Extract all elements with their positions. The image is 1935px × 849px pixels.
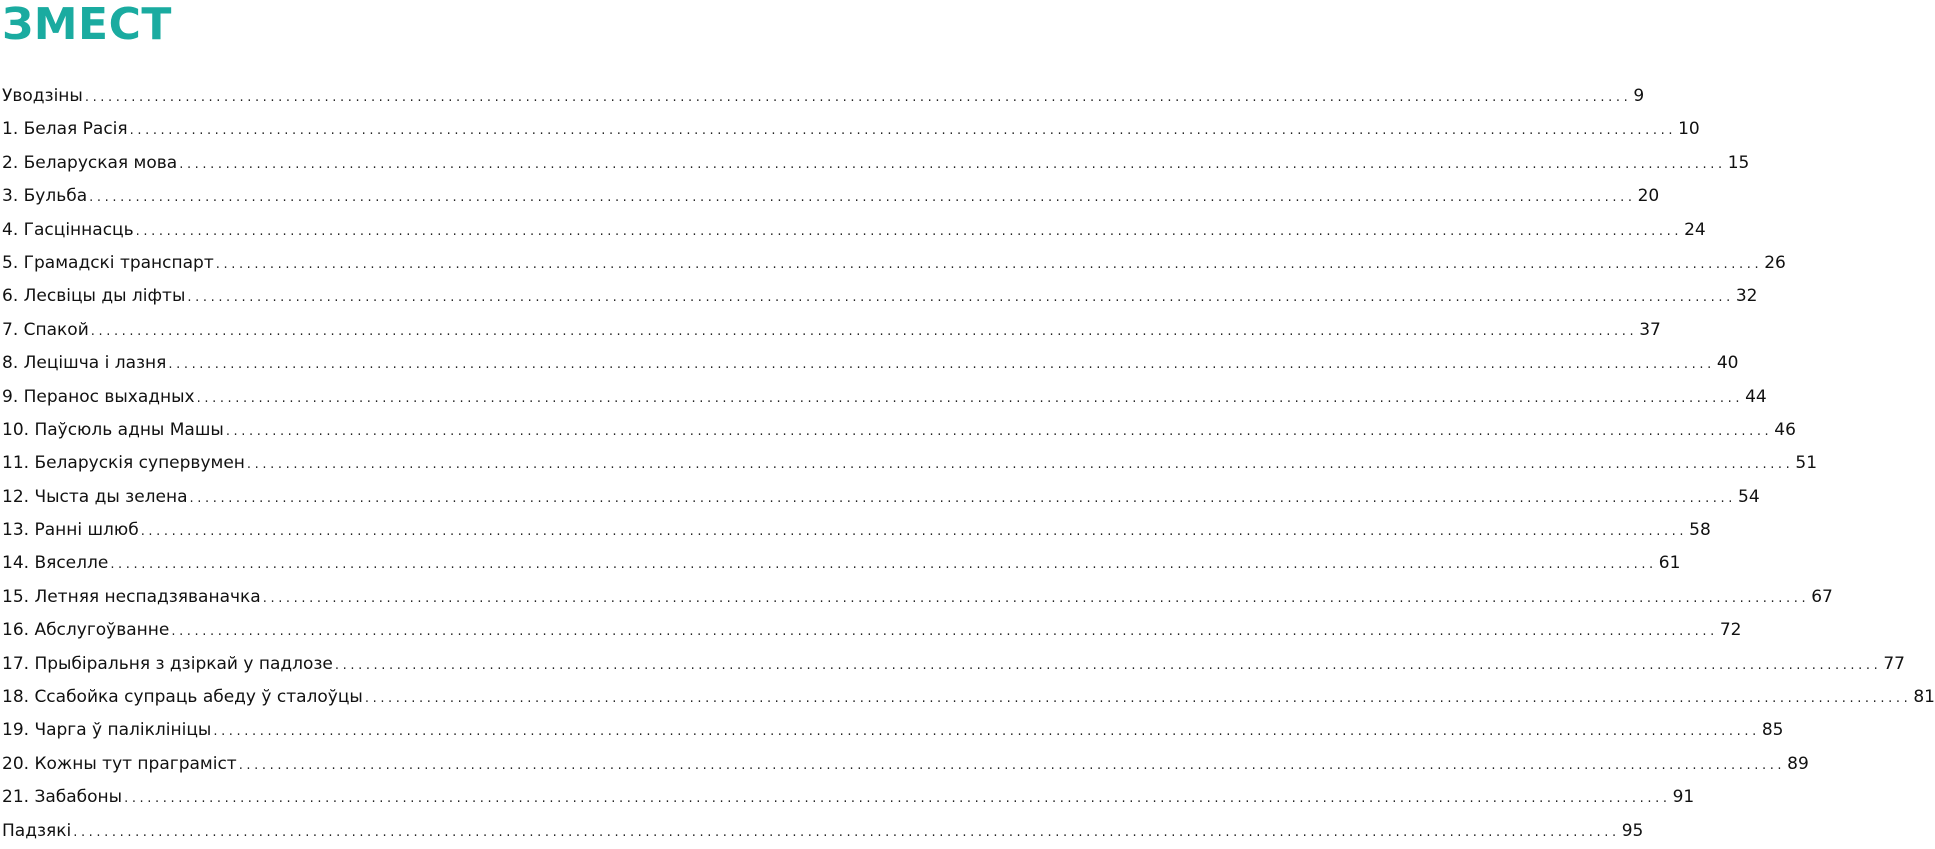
dot-leader: ........................................................................................................................................................................................................ <box>171 624 1718 640</box>
dot-leader: ........................................................................................................................................................................................................ <box>124 791 1671 807</box>
dot-leader: ........................................................................................................................................................................................................ <box>213 724 1760 740</box>
toc-entry-page: 37 <box>1639 319 1661 340</box>
dot-leader: ........................................................................................................................................................................................................ <box>129 123 1677 139</box>
toc-entry-page: 9 <box>1633 86 1645 106</box>
toc-entry-label: 2. Беларуская мова <box>2 152 178 173</box>
toc-entry[interactable] <box>2 581 1833 614</box>
toc-entry[interactable] <box>2 614 1742 647</box>
dot-leader: ........................................................................................................................................................................................................ <box>189 490 1736 506</box>
toc-entry-page: 26 <box>1764 252 1786 273</box>
toc-entry-label: 5. Грамадскі транспарт <box>2 252 214 273</box>
toc-entry-label: 11. Беларускія супервумен <box>2 453 245 474</box>
toc-entry-label: 1. Белая Расія <box>2 119 128 140</box>
dot-leader: ........................................................................................................................................................................................................ <box>225 423 1773 439</box>
dot-leader: ........................................................................................................................................................................................................ <box>90 323 1638 339</box>
dot-leader: ........................................................................................................................................................................................................ <box>238 757 1786 773</box>
toc-entry-label: 15. Летняя неспадзяваначка <box>2 586 261 607</box>
toc-entry-label: 13. Ранні шлюб <box>2 520 139 541</box>
toc-entry-label: 19. Чарга ў паліклініцы <box>2 720 212 741</box>
toc-entry-page: 61 <box>1658 553 1681 574</box>
toc-entry-page: 20 <box>1637 186 1660 207</box>
table-of-contents <box>2 80 1935 848</box>
toc-entry[interactable] <box>2 781 1695 814</box>
toc-entry[interactable] <box>2 113 1700 146</box>
toc-entry[interactable] <box>2 280 1758 313</box>
toc-entry-page: 89 <box>1787 753 1809 774</box>
toc-entry[interactable] <box>2 381 1767 414</box>
toc-entry[interactable] <box>2 414 1796 447</box>
toc-entry-page: 72 <box>1719 620 1742 641</box>
toc-entry-label: 20. Кожны тут праграміст <box>2 753 237 774</box>
toc-entry[interactable] <box>2 180 1660 213</box>
toc-entry-page: 67 <box>1811 586 1833 607</box>
toc-entry-label: 8. Лецішча і лазня <box>2 353 167 374</box>
toc-entry-label: 14. Вяселле <box>2 553 109 574</box>
toc-entry-page: 10 <box>1678 119 1700 140</box>
dot-leader: ........................................................................................................................................................................................................ <box>89 190 1636 206</box>
toc-entry-label: 6. Лесвіцы ды ліфты <box>2 286 186 307</box>
toc-entry[interactable] <box>2 481 1760 514</box>
toc-entry-page: 51 <box>1795 453 1818 474</box>
toc-entry-page: 44 <box>1745 386 1767 407</box>
toc-entry-label: 4. Гасціннасць <box>2 219 134 240</box>
dot-leader: ........................................................................................................................................................................................................ <box>215 256 1763 272</box>
toc-entry-label: 18. Ссабойка супраць абеду ў сталоўцы <box>2 687 363 708</box>
dot-leader: ........................................................................................................................................................................................................ <box>196 390 1744 406</box>
toc-entry[interactable] <box>2 247 1786 280</box>
toc-entry[interactable] <box>2 714 1784 747</box>
toc-entry-page: 40 <box>1716 353 1739 374</box>
dot-leader: ........................................................................................................................................................................................................ <box>364 691 1912 707</box>
toc-entry-label: 12. Чыста ды зелена <box>2 486 188 507</box>
toc-entry-page: 95 <box>1621 820 1644 841</box>
toc-entry-label: 21. Забабоны <box>2 787 123 808</box>
toc-entry[interactable] <box>2 347 1739 380</box>
page-title: ЗМЕСТ <box>2 0 172 50</box>
dot-leader: ........................................................................................................................................................................................................ <box>140 524 1688 540</box>
toc-entry[interactable] <box>2 314 1661 347</box>
toc-entry-label: 3. Бульба <box>2 186 88 207</box>
dot-leader: ........................................................................................................................................................................................................ <box>135 223 1683 239</box>
toc-entry-page: 85 <box>1761 720 1784 741</box>
toc-entry-page: 46 <box>1774 419 1796 440</box>
dot-leader: ........................................................................................................................................................................................................ <box>73 824 1620 840</box>
toc-entry-page: 77 <box>1883 653 1905 674</box>
dot-leader: ........................................................................................................................................................................................................ <box>179 156 1726 172</box>
toc-entry[interactable] <box>2 681 1935 714</box>
toc-entry-label: 10. Паўсюль адны Машы <box>2 419 224 440</box>
toc-entry[interactable] <box>2 147 1750 180</box>
toc-entry-label: 9. Перанос выхадных <box>2 386 195 407</box>
toc-entry-label: Уводзіны <box>2 86 83 106</box>
toc-entry-page: 54 <box>1738 486 1760 507</box>
toc-entry-page: 58 <box>1689 520 1711 541</box>
toc-entry-page: 24 <box>1684 219 1706 240</box>
toc-entry[interactable] <box>2 815 1644 848</box>
toc-entry[interactable] <box>2 214 1706 247</box>
toc-entry-page: 32 <box>1735 286 1758 307</box>
toc-entry[interactable] <box>2 748 1809 781</box>
toc-entry-label: 16. Абслугоўванне <box>2 620 170 641</box>
dot-leader: ........................................................................................................................................................................................................ <box>262 590 1810 606</box>
toc-entry[interactable] <box>2 80 1645 113</box>
toc-entry-label: Падзякі <box>2 820 72 841</box>
toc-entry[interactable] <box>2 447 1818 480</box>
dot-leader: ........................................................................................................................................................................................................ <box>168 357 1715 373</box>
toc-entry[interactable] <box>2 514 1711 547</box>
dot-leader: ........................................................................................................................................................................................................ <box>246 457 1794 473</box>
toc-entry-label: 17. Прыбіральня з дзіркай у падлозе <box>2 653 333 674</box>
toc-entry[interactable] <box>2 547 1681 580</box>
dot-leader: ........................................................................................................................................................................................................ <box>334 657 1882 673</box>
toc-entry-page: 81 <box>1913 687 1935 708</box>
toc-entry-label: 7. Спакой <box>2 319 89 340</box>
toc-entry-page: 91 <box>1672 787 1695 808</box>
toc-entry-page: 15 <box>1727 152 1750 173</box>
toc-entry[interactable] <box>2 648 1905 681</box>
dot-leader: ........................................................................................................................................................................................................ <box>110 557 1657 573</box>
dot-leader: ........................................................................................................................................................................................................ <box>187 290 1734 306</box>
dot-leader: ........................................................................................................................................................................................................ <box>84 90 1632 105</box>
